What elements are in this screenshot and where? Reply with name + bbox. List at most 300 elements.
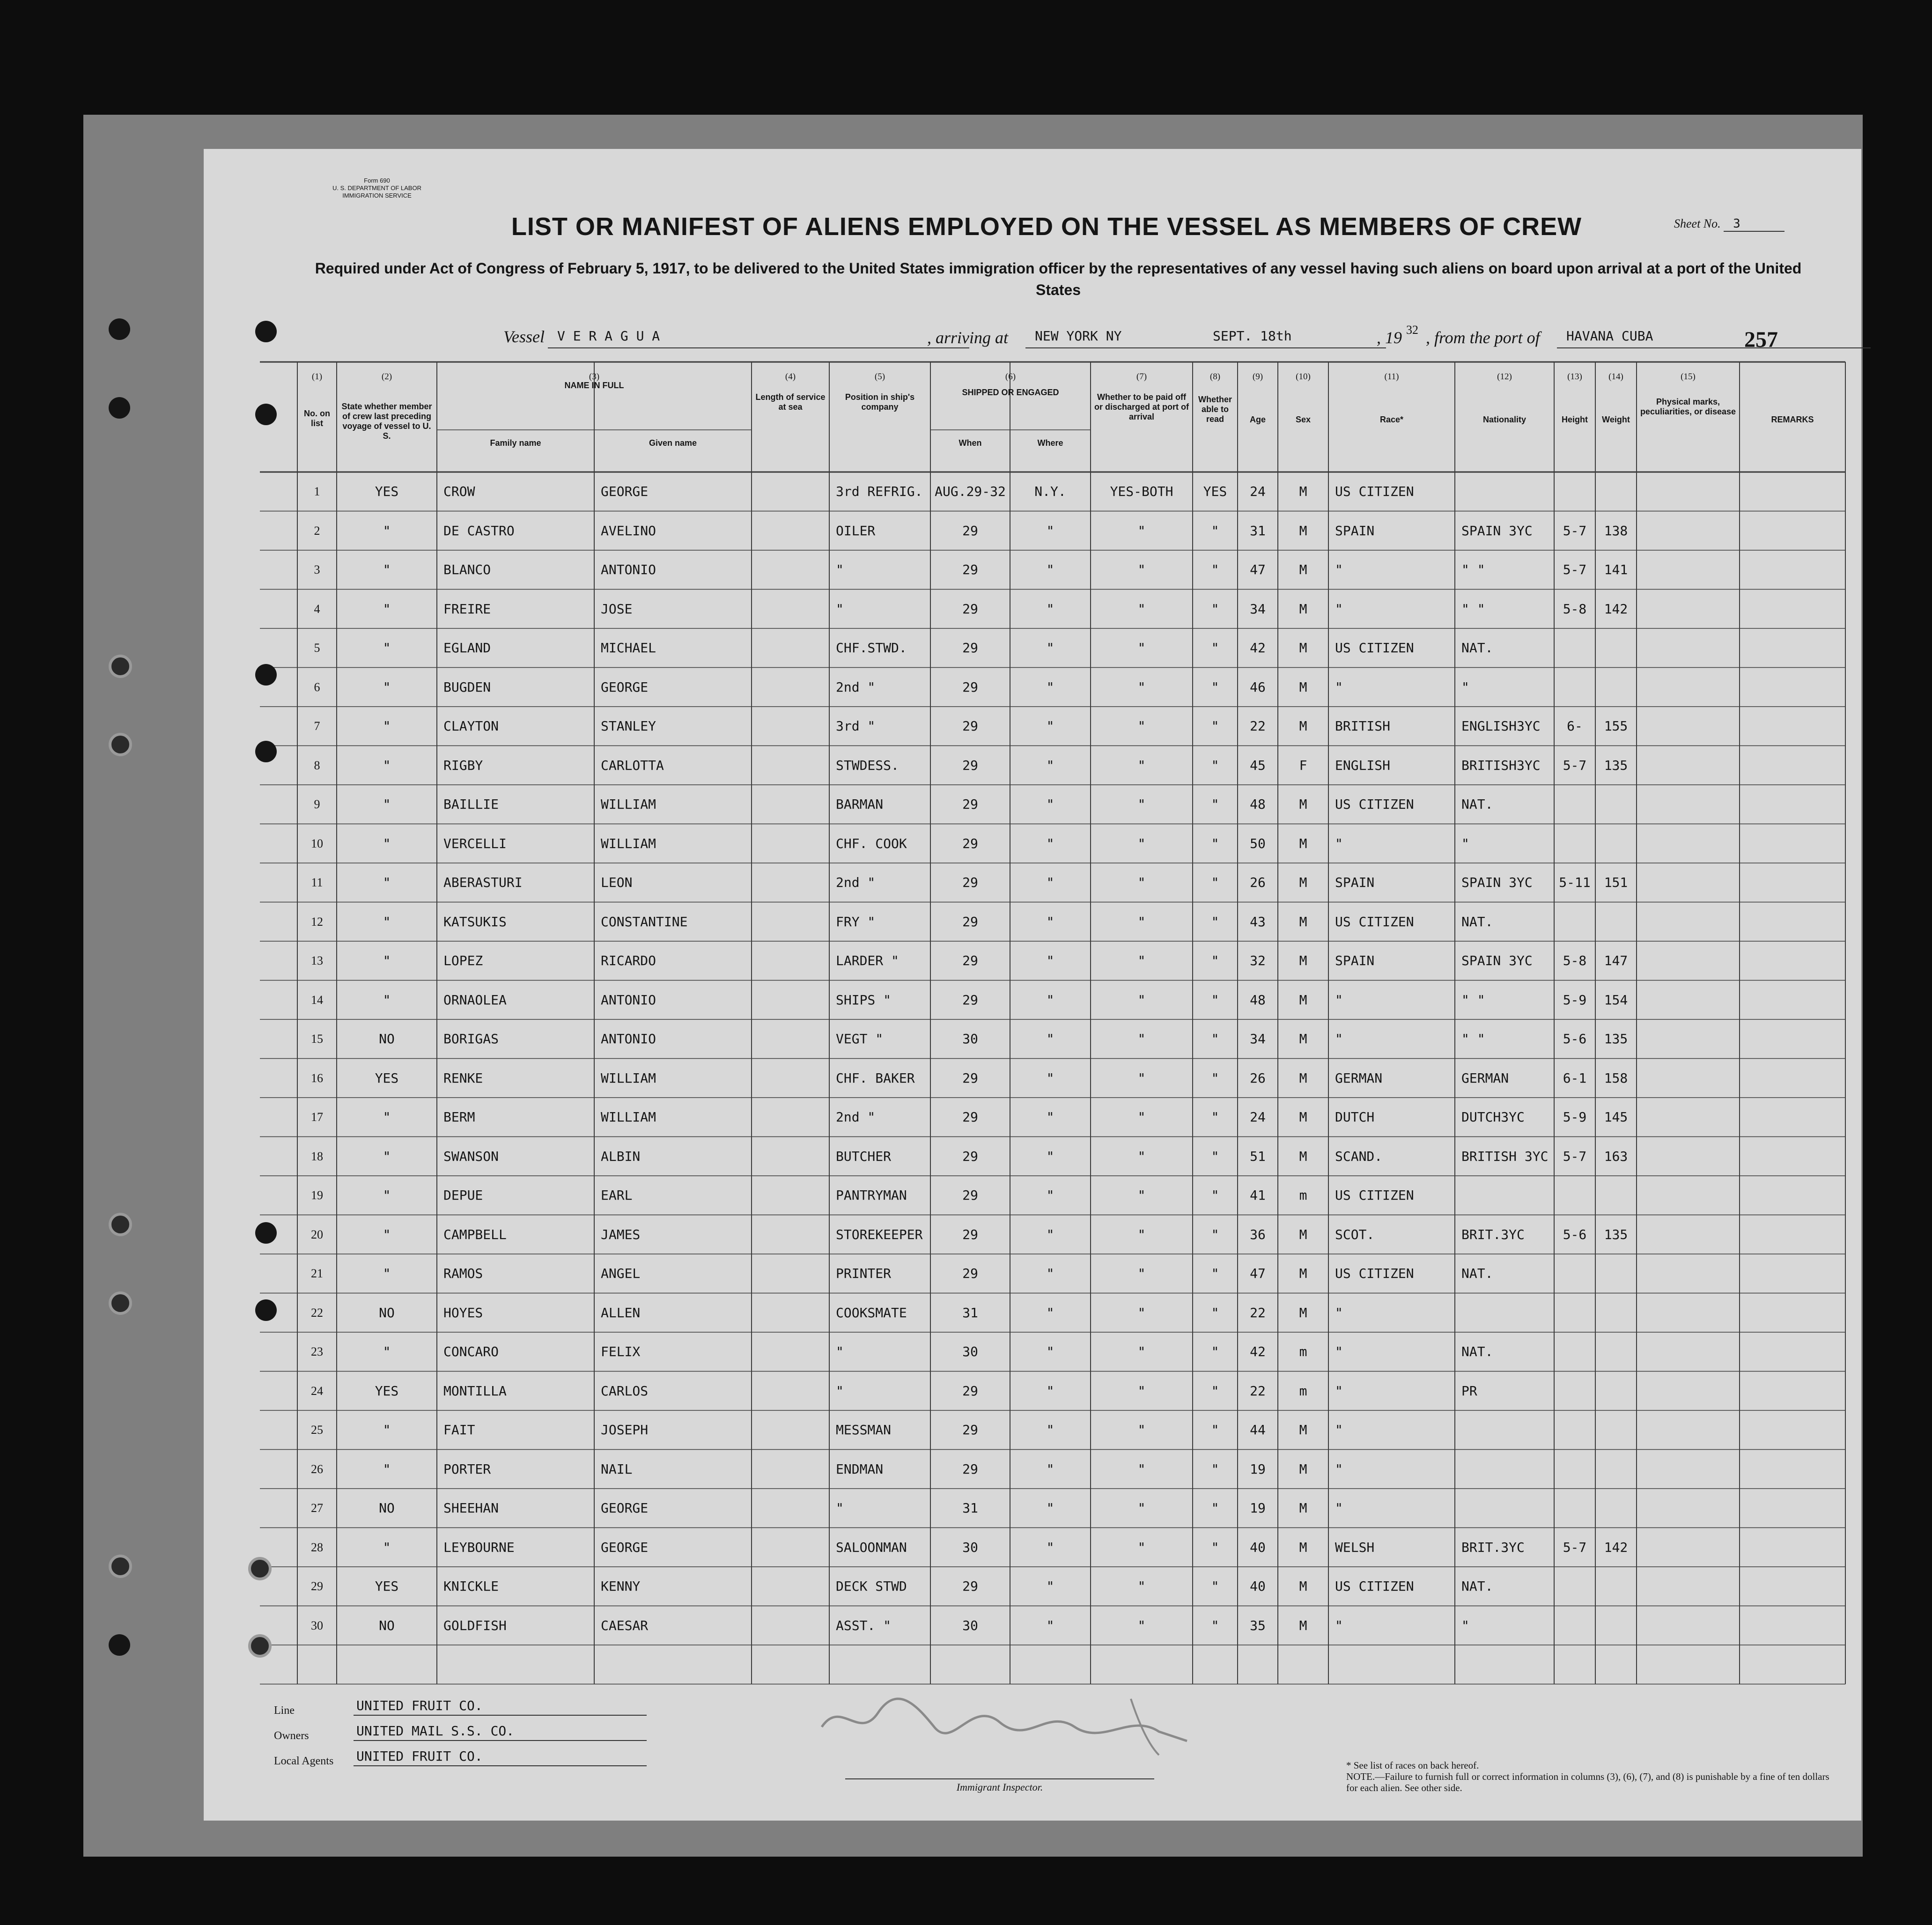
cell-nationality: " " (1461, 1031, 1485, 1047)
binder-hole (109, 733, 132, 756)
cell-where: " (1046, 914, 1054, 929)
cell-position: " (836, 562, 844, 577)
year-suffix: 32 (1406, 323, 1418, 337)
cell-no: 10 (311, 836, 323, 850)
cell-age: 34 (1250, 1031, 1266, 1047)
cell-family: EGLAND (443, 640, 491, 656)
column-header: Height (1562, 415, 1588, 424)
cell-read: " (1211, 679, 1219, 695)
cell-no: 8 (314, 758, 320, 772)
cell-prev: " (383, 601, 391, 617)
cell-paid: " (1137, 1226, 1146, 1242)
cell-paid: " (1137, 757, 1146, 773)
cell-prev: " (383, 1539, 391, 1555)
cell-age: 48 (1250, 797, 1266, 812)
cell-weight: 141 (1604, 562, 1628, 577)
cell-family: KATSUKIS (443, 914, 507, 929)
cell-paid: " (1137, 835, 1146, 851)
cell-where: " (1046, 992, 1054, 1008)
cell-prev: NO (379, 1305, 395, 1320)
cell-weight: 145 (1604, 1109, 1628, 1125)
cell-read: " (1211, 1109, 1219, 1125)
sheet-number-label: Sheet No. (1674, 217, 1721, 230)
agents-label: Local Agents (274, 1755, 334, 1767)
departure-port: HAVANA CUBA (1557, 327, 1871, 348)
cell-position: " (836, 1383, 844, 1399)
cell-race: " (1335, 1031, 1343, 1047)
column-number: (3) (589, 372, 600, 382)
cell-no: 24 (311, 1384, 323, 1398)
subheader-given-name: Given name (649, 438, 697, 448)
cell-where: " (1046, 757, 1054, 773)
cell-sex: M (1299, 640, 1307, 656)
cell-nationality: BRITISH3YC (1461, 757, 1541, 773)
cell-when: 29 (962, 601, 978, 617)
cell-race: US CITIZEN (1335, 1266, 1414, 1281)
cell-given: CARLOS (601, 1383, 649, 1399)
cell-nationality: DUTCH3YC (1461, 1109, 1525, 1125)
cell-family: DEPUE (443, 1187, 483, 1203)
agents-value: UNITED FRUIT CO. (354, 1748, 647, 1766)
cell-given: ANTONIO (601, 1031, 656, 1047)
cell-family: BLANCO (443, 562, 491, 577)
cell-height: 5-6 (1563, 1031, 1587, 1047)
cell-family: SWANSON (443, 1148, 499, 1164)
cell-sex: m (1299, 1344, 1307, 1359)
cell-read: " (1211, 835, 1219, 851)
cell-age: 24 (1250, 1109, 1266, 1125)
cell-nationality: BRIT.3YC (1461, 1226, 1525, 1242)
cell-where: " (1046, 1109, 1054, 1125)
cell-given: JOSE (601, 601, 633, 617)
cell-family: PORTER (443, 1461, 491, 1477)
binder-hole (109, 1634, 130, 1656)
cell-race: BRITISH (1335, 718, 1391, 734)
cell-given: JOSEPH (601, 1422, 649, 1438)
cell-race: " (1335, 1617, 1343, 1633)
cell-prev: " (383, 1148, 391, 1164)
cell-nationality: SPAIN 3YC (1461, 953, 1533, 968)
cell-sex: M (1299, 835, 1307, 851)
cell-prev: " (383, 679, 391, 695)
cell-position: 2nd " (836, 679, 876, 695)
cell-weight: 142 (1604, 601, 1628, 617)
cell-paid: YES-BOTH (1110, 484, 1173, 499)
cell-weight: 154 (1604, 992, 1628, 1008)
cell-paid: " (1137, 1578, 1146, 1594)
cell-nationality: NAT. (1461, 797, 1493, 812)
cell-sex: M (1299, 523, 1307, 538)
manifest-sheet (204, 149, 1861, 1821)
cell-prev: " (383, 718, 391, 734)
cell-no: 30 (311, 1618, 323, 1632)
cell-position: " (836, 1344, 844, 1359)
cell-height: 5-8 (1563, 953, 1587, 968)
cell-race: SPAIN (1335, 523, 1375, 538)
cell-paid: " (1137, 679, 1146, 695)
cell-paid: " (1137, 914, 1146, 929)
cell-family: BAILLIE (443, 797, 499, 812)
cell-position: CHF. COOK (836, 835, 907, 851)
binder-hole (109, 655, 132, 678)
cell-race: SCAND. (1335, 1148, 1383, 1164)
binder-hole (248, 1634, 272, 1658)
vessel-label: Vessel (503, 327, 545, 346)
cell-paid: " (1137, 1500, 1146, 1516)
cell-where: " (1046, 523, 1054, 538)
cell-race: " (1335, 1500, 1343, 1516)
column-header: Weight (1602, 415, 1630, 424)
cell-no: 12 (311, 915, 323, 929)
cell-race: DUTCH (1335, 1109, 1375, 1125)
cell-position: 2nd " (836, 1109, 876, 1125)
binder-hole (248, 1557, 272, 1580)
cell-given: WILLIAM (601, 1109, 656, 1125)
cell-where: " (1046, 1617, 1054, 1633)
cell-prev: " (383, 1187, 391, 1203)
owners-label: Owners (274, 1730, 309, 1742)
cell-age: 26 (1250, 1070, 1266, 1086)
cell-read: " (1211, 1344, 1219, 1359)
cell-age: 31 (1250, 523, 1266, 538)
binder-hole (255, 1299, 277, 1321)
cell-sex: M (1299, 718, 1307, 734)
cell-family: MONTILLA (443, 1383, 507, 1399)
subheader-family-name: Family name (490, 438, 541, 448)
cell-sex: M (1299, 1031, 1307, 1047)
cell-prev: " (383, 953, 391, 968)
cell-read: " (1211, 1461, 1219, 1477)
cell-no: 17 (311, 1110, 323, 1124)
cell-read: " (1211, 1031, 1219, 1047)
cell-where: " (1046, 1578, 1054, 1594)
binder-hole (109, 1291, 132, 1315)
note-races: * See list of races on back hereof. (1346, 1760, 1479, 1771)
column-number: (9) (1252, 372, 1263, 382)
cell-no: 5 (314, 641, 320, 655)
cell-position: PRINTER (836, 1266, 892, 1281)
cell-nationality: NAT. (1461, 1266, 1493, 1281)
cell-nationality: ENGLISH3YC (1461, 718, 1541, 734)
cell-family: BUGDEN (443, 679, 491, 695)
cell-family: RAMOS (443, 1266, 483, 1281)
cell-prev: " (383, 1266, 391, 1281)
inspector-signature (803, 1671, 1224, 1764)
cell-given: CONSTANTINE (601, 914, 688, 929)
subheader-where: Where (1037, 438, 1063, 448)
cell-paid: " (1137, 1344, 1146, 1359)
cell-sex: M (1299, 1578, 1307, 1594)
cell-when: 29 (962, 640, 978, 656)
cell-where: " (1046, 601, 1054, 617)
cell-height: 5-7 (1563, 757, 1587, 773)
cell-no: 3 (314, 563, 320, 576)
cell-read: " (1211, 601, 1219, 617)
cell-prev: NO (379, 1031, 395, 1047)
cell-family: LOPEZ (443, 953, 483, 968)
cell-race: " (1335, 679, 1343, 695)
cell-when: 30 (962, 1617, 978, 1633)
cell-prev: " (383, 1109, 391, 1125)
cell-nationality: " (1461, 679, 1469, 695)
cell-height: 6-1 (1563, 1070, 1587, 1086)
cell-no: 11 (311, 876, 323, 889)
cell-no: 14 (311, 993, 323, 1007)
table-grid (204, 149, 1861, 1821)
cell-given: EARL (601, 1187, 633, 1203)
form-id: Form 690 U. S. DEPARTMENT OF LABOR IMMIGRATION SERVICE (332, 177, 421, 199)
column-header: Whether able to read (1198, 395, 1232, 424)
cell-position: FRY " (836, 914, 876, 929)
cell-family: BERM (443, 1109, 475, 1125)
cell-when: 29 (962, 1578, 978, 1594)
cell-read: " (1211, 797, 1219, 812)
cell-when: 31 (962, 1500, 978, 1516)
cell-where: " (1046, 1187, 1054, 1203)
cell-sex: M (1299, 914, 1307, 929)
cell-no: 6 (314, 680, 320, 694)
note-penalty: NOTE.—Failure to furnish full or correct information in columns (3), (6), (7), and (8) is punishable by a fine of ten dollars for each alien. See other side. (1346, 1771, 1829, 1793)
cell-paid: " (1137, 1461, 1146, 1477)
cell-where: " (1046, 1383, 1054, 1399)
cell-where: " (1046, 875, 1054, 890)
cell-no: 20 (311, 1227, 323, 1241)
cell-age: 22 (1250, 718, 1266, 734)
line-value: UNITED FRUIT CO. (354, 1698, 647, 1716)
cell-when: 30 (962, 1031, 978, 1047)
cell-no: 23 (311, 1345, 323, 1358)
cell-no: 27 (311, 1501, 323, 1515)
cell-read: " (1211, 1617, 1219, 1633)
cell-family: HOYES (443, 1305, 483, 1320)
cell-read: " (1211, 1187, 1219, 1203)
cell-race: US CITIZEN (1335, 1187, 1414, 1203)
cell-family: GOLDFISH (443, 1617, 507, 1633)
cell-position: SALOONMAN (836, 1539, 907, 1555)
column-number: (7) (1136, 372, 1147, 382)
cell-family: LEYBOURNE (443, 1539, 515, 1555)
year-prefix: , 19 (1377, 328, 1402, 347)
cell-age: 41 (1250, 1187, 1266, 1203)
cell-where: " (1046, 1344, 1054, 1359)
cell-race: " (1335, 601, 1343, 617)
cell-no: 1 (314, 485, 320, 498)
cell-height: 5-7 (1563, 562, 1587, 577)
column-number: (11) (1384, 372, 1399, 382)
cell-age: 40 (1250, 1578, 1266, 1594)
column-header: State whether member of crew last preceding voyage of vessel to U. S. (341, 402, 432, 441)
cell-given: ALBIN (601, 1148, 641, 1164)
cell-given: FELIX (601, 1344, 641, 1359)
cell-given: JAMES (601, 1226, 641, 1242)
cell-read: " (1211, 523, 1219, 538)
cell-weight: 163 (1604, 1148, 1628, 1164)
cell-where: " (1046, 1305, 1054, 1320)
cell-age: 35 (1250, 1617, 1266, 1633)
column-header: Whether to be paid off or discharged at port of arrival (1094, 392, 1189, 421)
cell-where: " (1046, 1070, 1054, 1086)
cell-position: BARMAN (836, 797, 884, 812)
cell-given: ANTONIO (601, 992, 656, 1008)
cell-race: WELSH (1335, 1539, 1375, 1555)
column-number: (14) (1608, 372, 1623, 382)
cell-race: " (1335, 1305, 1343, 1320)
cell-when: 29 (962, 1461, 978, 1477)
cell-nationality: NAT. (1461, 1344, 1493, 1359)
line-label: Line (274, 1704, 295, 1717)
cell-sex: M (1299, 484, 1307, 499)
cell-prev: " (383, 835, 391, 851)
cell-height: 5-7 (1563, 523, 1587, 538)
cell-age: 22 (1250, 1305, 1266, 1320)
cell-position: BUTCHER (836, 1148, 892, 1164)
cell-paid: " (1137, 718, 1146, 734)
cell-position: ASST. " (836, 1617, 892, 1633)
cell-race: " (1335, 835, 1343, 851)
cell-prev: " (383, 797, 391, 812)
cell-nationality: NAT. (1461, 1578, 1493, 1594)
cell-age: 48 (1250, 992, 1266, 1008)
cell-given: CARLOTTA (601, 757, 664, 773)
cell-when: 29 (962, 835, 978, 851)
cell-race: US CITIZEN (1335, 914, 1414, 929)
cell-where: " (1046, 1539, 1054, 1555)
binder-hole (255, 1222, 277, 1244)
cell-when: 29 (962, 757, 978, 773)
column-header: REMARKS (1771, 415, 1814, 424)
cell-no: 16 (311, 1071, 323, 1085)
cell-weight: 142 (1604, 1539, 1628, 1555)
cell-weight: 155 (1604, 718, 1628, 734)
cell-given: WILLIAM (601, 835, 656, 851)
cell-age: 43 (1250, 914, 1266, 929)
cell-sex: m (1299, 1383, 1307, 1399)
cell-position: " (836, 1500, 844, 1516)
cell-when: 29 (962, 679, 978, 695)
form-notes (1346, 1760, 1833, 1793)
cell-read: " (1211, 562, 1219, 577)
column-number: (4) (785, 372, 796, 382)
cell-age: 47 (1250, 562, 1266, 577)
cell-nationality: SPAIN 3YC (1461, 523, 1533, 538)
page-number: 257 (1744, 327, 1778, 352)
cell-height: 5-7 (1563, 1148, 1587, 1164)
cell-given: GEORGE (601, 679, 649, 695)
cell-age: 22 (1250, 1383, 1266, 1399)
column-number: (15) (1681, 372, 1696, 382)
cell-prev: " (383, 992, 391, 1008)
cell-paid: " (1137, 1383, 1146, 1399)
column-number: (2) (381, 372, 392, 382)
cell-race: SPAIN (1335, 875, 1375, 890)
cell-position: 3rd REFRIG. (836, 484, 923, 499)
cell-nationality: " " (1461, 562, 1485, 577)
cell-read: YES (1203, 484, 1227, 499)
cell-position: 2nd " (836, 875, 876, 890)
cell-where: " (1046, 1266, 1054, 1281)
cell-read: " (1211, 718, 1219, 734)
cell-position: STWDESS. (836, 757, 899, 773)
column-header: No. on list (304, 409, 330, 428)
cell-race: GERMAN (1335, 1070, 1383, 1086)
cell-sex: M (1299, 601, 1307, 617)
cell-family: ABERASTURI (443, 875, 523, 890)
column-header: Length of service at sea (755, 392, 826, 412)
cell-sex: M (1299, 797, 1307, 812)
cell-where: " (1046, 835, 1054, 851)
cell-nationality: " " (1461, 601, 1485, 617)
cell-age: 40 (1250, 1539, 1266, 1555)
cell-no: 22 (311, 1305, 323, 1320)
cell-no: 21 (311, 1267, 323, 1280)
cell-family: RIGBY (443, 757, 483, 773)
cell-age: 51 (1250, 1148, 1266, 1164)
cell-paid: " (1137, 1266, 1146, 1281)
cell-read: " (1211, 640, 1219, 656)
cell-when: 29 (962, 1383, 978, 1399)
cell-prev: YES (375, 484, 399, 499)
cell-prev: " (383, 875, 391, 890)
cell-paid: " (1137, 1422, 1146, 1438)
cell-sex: M (1299, 1500, 1307, 1516)
cell-family: CAMPBELL (443, 1226, 507, 1242)
page-subtitle: Required under Act of Congress of February 5, 1917, to be delivered to the United States immigration officer by the representatives of any vessel having such aliens on board upon arrival at a port of the United States (315, 260, 1802, 298)
cell-read: " (1211, 757, 1219, 773)
cell-paid: " (1137, 992, 1146, 1008)
cell-height: 6- (1567, 718, 1583, 734)
cell-given: STANLEY (601, 718, 656, 734)
cell-height: 5-9 (1563, 992, 1587, 1008)
cell-family: KNICKLE (443, 1578, 499, 1594)
cell-height: 5-9 (1563, 1109, 1587, 1125)
cell-paid: " (1137, 601, 1146, 617)
cell-where: " (1046, 797, 1054, 812)
cell-height: 5-6 (1563, 1226, 1587, 1242)
cell-when: 29 (962, 875, 978, 890)
cell-where: " (1046, 1422, 1054, 1438)
cell-position: STOREKEEPER (836, 1226, 923, 1242)
column-number: (5) (874, 372, 885, 382)
cell-read: " (1211, 1070, 1219, 1086)
cell-weight: 147 (1604, 953, 1628, 968)
cell-position: COOKSMATE (836, 1305, 907, 1320)
cell-paid: " (1137, 1305, 1146, 1320)
cell-when: AUG.29-32 (935, 484, 1006, 499)
cell-given: KENNY (601, 1578, 641, 1594)
cell-no: 2 (314, 524, 320, 538)
arriving-label: , arriving at (927, 328, 1009, 347)
cell-weight: 158 (1604, 1070, 1628, 1086)
cell-nationality: PR (1461, 1383, 1477, 1399)
page-title: LIST OR MANIFEST OF ALIENS EMPLOYED ON THE VESSEL AS MEMBERS OF CREW (511, 213, 1582, 241)
cell-nationality: " " (1461, 992, 1485, 1008)
cell-prev: NO (379, 1500, 395, 1516)
cell-family: SHEEHAN (443, 1500, 499, 1516)
cell-read: " (1211, 1266, 1219, 1281)
cell-prev: YES (375, 1383, 399, 1399)
cell-no: 25 (311, 1423, 323, 1437)
cell-prev: " (383, 1422, 391, 1438)
cell-read: " (1211, 953, 1219, 968)
cell-when: 29 (962, 1070, 978, 1086)
cell-when: 29 (962, 1187, 978, 1203)
column-header: Position in ship's company (845, 392, 915, 412)
cell-family: CROW (443, 484, 475, 499)
cell-prev: " (383, 523, 391, 538)
cell-prev: " (383, 1344, 391, 1359)
cell-prev: YES (375, 1070, 399, 1086)
subheader-when: When (959, 438, 982, 448)
